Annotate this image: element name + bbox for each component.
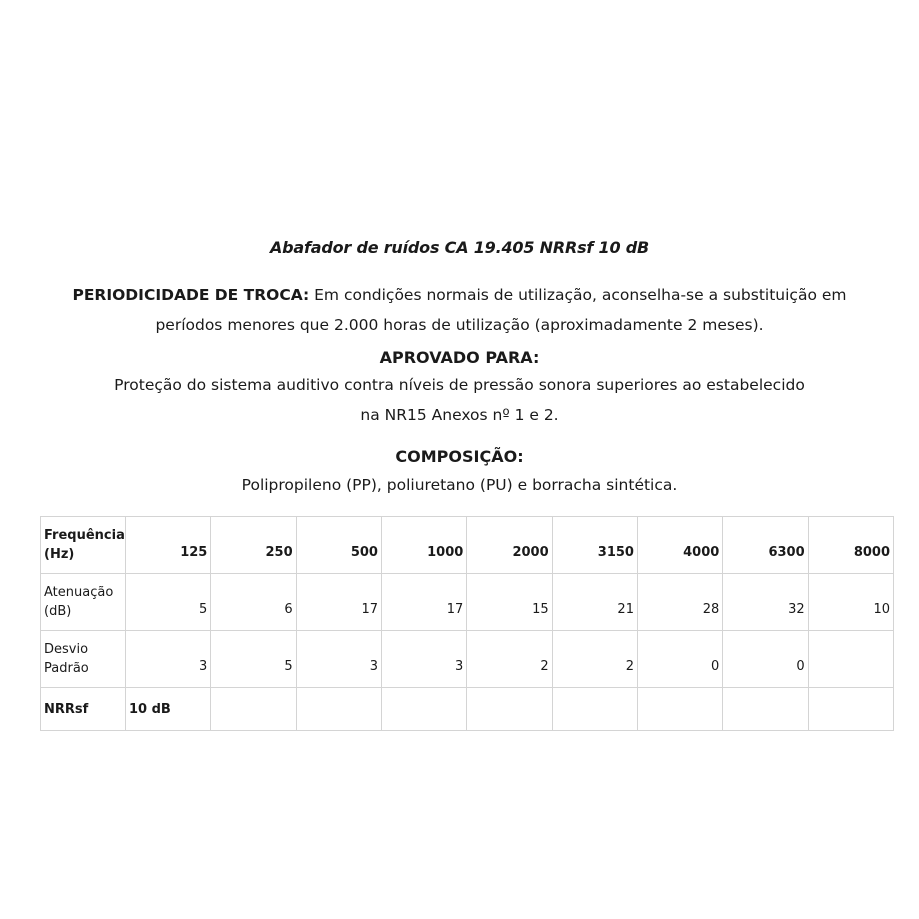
empty-cell (211, 688, 296, 731)
desvio-cell: 3 (296, 631, 381, 688)
aprovado-line1: Proteção do sistema auditivo contra níveis de pressão sonora superiores ao estabelecido (114, 376, 805, 394)
aprovado-line2: na NR15 Anexos nº 1 e 2. (360, 406, 559, 424)
frequencia-cell: 1000 (381, 517, 466, 574)
desvio-cell: 2 (552, 631, 637, 688)
desvio-cell (808, 631, 893, 688)
aprovado-heading: APROVADO PARA: (379, 348, 540, 367)
table-row-frequencia (41, 517, 894, 574)
desvio-cell: 3 (381, 631, 466, 688)
desvio-cell: 5 (211, 631, 296, 688)
atenuacao-label-line2: (dB) (44, 604, 72, 619)
desvio-label-line2: Padrão (44, 661, 89, 676)
nrrsf-label-cell: NRRsf (41, 688, 126, 731)
atenuacao-cell: 5 (126, 574, 211, 631)
frequencia-cell: 6300 (723, 517, 808, 574)
atenuacao-label-line1: Atenuação (44, 585, 114, 600)
atenuacao-cell: 17 (381, 574, 466, 631)
troca-text-line1: Em condições normais de utilização, aconselha-se a substituição em (309, 286, 847, 304)
frequencia-label-line2: (Hz) (44, 547, 75, 562)
table-row-atenuacao (41, 574, 894, 631)
desvio-label-cell (41, 631, 126, 688)
desvio-cell: 2 (467, 631, 552, 688)
frequencia-cell: 8000 (808, 517, 893, 574)
atenuacao-cell: 17 (296, 574, 381, 631)
frequencia-cell: 250 (211, 517, 296, 574)
empty-cell (296, 688, 381, 731)
atenuacao-cell: 21 (552, 574, 637, 631)
atenuacao-cell: 10 (808, 574, 893, 631)
empty-cell (552, 688, 637, 731)
table-row-desvio (41, 631, 894, 688)
composicao-heading: COMPOSIÇÃO: (395, 447, 524, 466)
frequencia-label-line1: Frequência (44, 528, 125, 543)
frequencia-cell: 500 (296, 517, 381, 574)
empty-cell (381, 688, 466, 731)
table-row-nrrsf (41, 688, 894, 731)
aprovado-section (0, 370, 919, 430)
desvio-cell: 0 (723, 631, 808, 688)
atenuacao-cell: 6 (211, 574, 296, 631)
nrrsf-value-cell: 10 dB (126, 688, 211, 731)
troca-text-line2: períodos menores que 2.000 horas de utilização (aproximadamente 2 meses). (155, 316, 764, 334)
empty-cell (808, 688, 893, 731)
atenuacao-cell: 28 (637, 574, 722, 631)
atenuacao-cell: 15 (467, 574, 552, 631)
atenuacao-cell: 32 (723, 574, 808, 631)
desvio-label-line1: Desvio (44, 642, 89, 657)
empty-cell (637, 688, 722, 731)
troca-label: PERIODICIDADE DE TROCA: (72, 286, 310, 304)
troca-section (0, 280, 919, 340)
frequencia-cell: 2000 (467, 517, 552, 574)
atenuacao-label-cell (41, 574, 126, 631)
page-title: Abafador de ruídos CA 19.405 NRRsf 10 dB (269, 238, 650, 257)
frequencia-cell: 4000 (637, 517, 722, 574)
frequencia-label-cell (41, 517, 126, 574)
frequency-table (40, 516, 894, 731)
frequencia-cell: 125 (126, 517, 211, 574)
composicao-text: Polipropileno (PP), poliuretano (PU) e borracha sintética. (241, 476, 678, 494)
desvio-cell: 0 (637, 631, 722, 688)
empty-cell (467, 688, 552, 731)
frequencia-cell: 3150 (552, 517, 637, 574)
empty-cell (723, 688, 808, 731)
desvio-cell: 3 (126, 631, 211, 688)
